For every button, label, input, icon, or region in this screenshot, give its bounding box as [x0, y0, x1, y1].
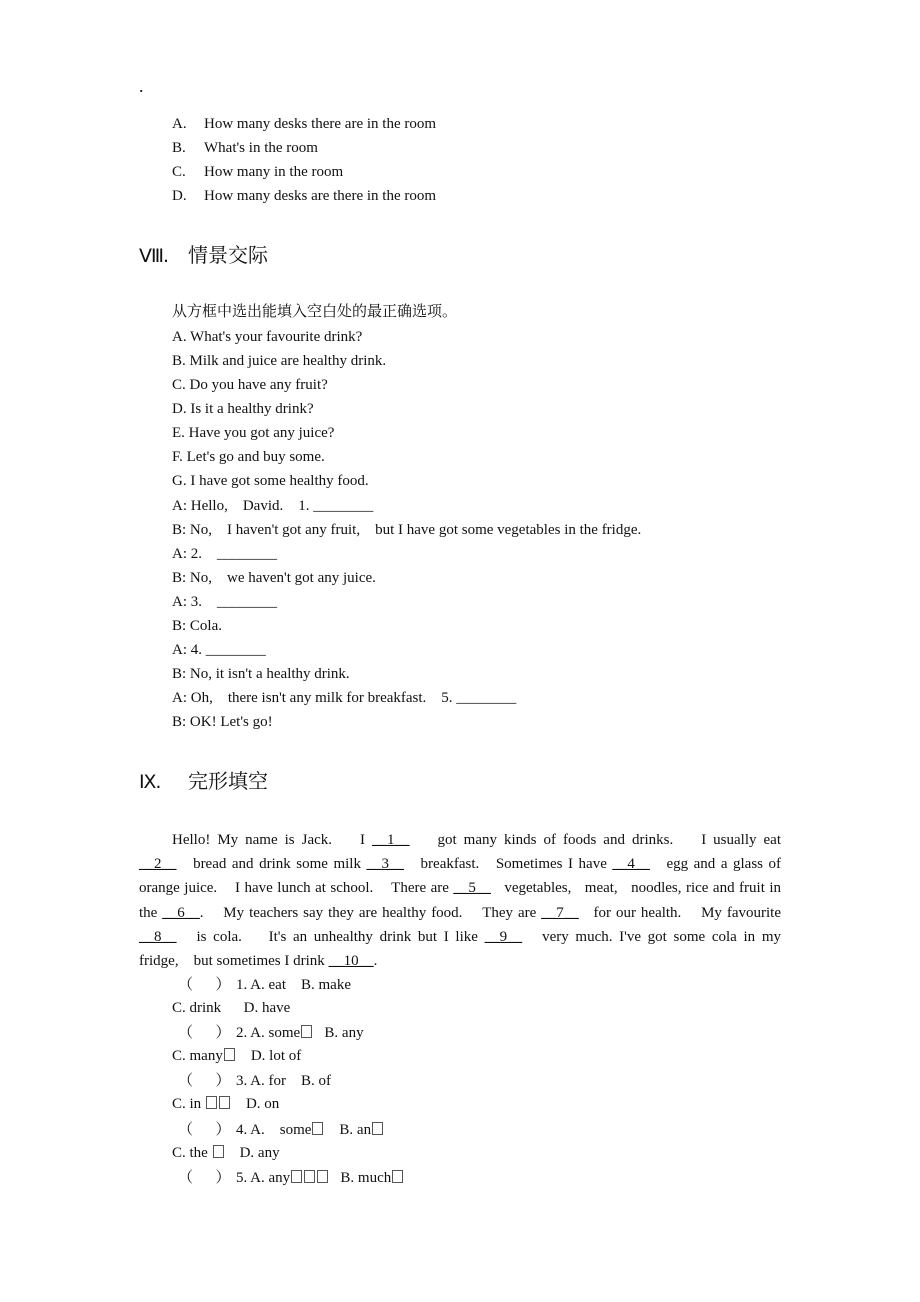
blank-2: __2__ [139, 856, 177, 873]
choice-g: G. I have got some healthy food. [172, 473, 369, 489]
missing-glyph-box [224, 1048, 235, 1061]
missing-glyph-box [219, 1096, 230, 1109]
question-2 [178, 1023, 364, 1043]
blank-5: __5__ [453, 880, 491, 897]
dialogue-line: B: OK! Let's go! [172, 714, 273, 730]
blank-10: __10__ [328, 953, 374, 970]
question-options: 3. A. for B. of [236, 1073, 331, 1089]
choice-f: F. Let's go and buy some. [172, 449, 325, 465]
question-5 [178, 1168, 404, 1188]
option-a [172, 114, 436, 134]
section-8-heading [139, 243, 268, 269]
dialogue-line: A: Hello, David. 1. ________ [172, 498, 374, 514]
passage-text: bread and drink some milk [176, 856, 367, 873]
choice-d: D. Is it a healthy drink? [172, 401, 314, 417]
option-letter: B. [172, 140, 186, 156]
blank-4: __4__ [612, 856, 650, 873]
question-2-cd [172, 1046, 301, 1066]
option-d [172, 186, 436, 206]
blank-3: __3__ [366, 856, 404, 873]
question-options: C. many [172, 1048, 223, 1064]
question-options: C. in [172, 1096, 202, 1112]
missing-glyph-box [213, 1145, 224, 1158]
blank-1: __1__ [372, 832, 410, 848]
option-b [172, 138, 318, 158]
question-options: B. any [313, 1025, 364, 1041]
section-title: 完形填空 [188, 771, 268, 793]
question-options: D. lot of [235, 1048, 302, 1064]
answer-parens: （ ） [178, 1170, 231, 1186]
question-3-cd [172, 1094, 279, 1114]
blank-8: __8__ [139, 928, 177, 945]
choice-a: A. What's your favourite drink? [172, 329, 363, 345]
option-letter: A. [172, 116, 187, 132]
missing-glyph-box [312, 1122, 323, 1135]
missing-glyph-box [372, 1122, 383, 1135]
dialogue-line: B: Cola. [172, 618, 223, 634]
passage-text: got many kinds of foods and drinks. I usually eat [409, 832, 781, 848]
choice-c: C. Do you have any fruit? [172, 377, 328, 393]
section-number: Ⅸ. [139, 771, 161, 793]
choice-b: B. Milk and juice are healthy drink. [172, 353, 387, 369]
missing-glyph-box [317, 1170, 328, 1183]
answer-parens: （ ） [178, 1122, 231, 1138]
missing-glyph-box [291, 1170, 302, 1183]
passage-text: vegetables, meat, noodles, rice and fruit in the [139, 880, 781, 921]
option-c [172, 162, 343, 182]
question-options: D. on [230, 1096, 280, 1112]
question-options: 4. A. some [236, 1122, 312, 1138]
question-4 [178, 1120, 384, 1140]
option-letter: D. [172, 188, 187, 204]
dialogue-line: A: 3. ________ [172, 594, 277, 610]
blank-7: __7__ [541, 904, 579, 921]
passage-text: for our health. My favourite [578, 904, 781, 921]
section-number: Ⅷ. [139, 245, 169, 267]
dialogue-line: A: Oh, there isn't any milk for breakfast. 5. ________ [172, 690, 517, 706]
missing-glyph-box [392, 1170, 403, 1183]
answer-parens: （ ） [178, 977, 231, 993]
passage-text: . [373, 953, 378, 970]
blank-6: __6__ [162, 904, 200, 921]
dialogue-line: A: 2. ________ [172, 546, 277, 562]
answer-parens: （ ） [178, 1073, 231, 1089]
missing-glyph-box [304, 1170, 315, 1183]
missing-glyph-box [301, 1025, 312, 1038]
passage-text: is cola. It's an unhealthy drink but I like [176, 928, 485, 945]
option-text: How many desks there are in the room [204, 116, 437, 132]
passage-text: . My teachers say they are healthy food. They are [199, 904, 542, 921]
question-options: B. much [329, 1170, 392, 1186]
question-options: B. an [324, 1122, 372, 1138]
option-text: How many desks are there in the room [204, 188, 437, 204]
dialogue-line: B: No, we haven't got any juice. [172, 570, 376, 586]
question-options: 1. A. eat B. make [236, 977, 351, 993]
section-8-instruction: 从方框中选出能填入空白处的最正确选项。 [172, 304, 458, 320]
question-3 [178, 1071, 331, 1091]
passage-text: breakfast. Sometimes I have [403, 856, 613, 873]
question-1 [178, 975, 351, 995]
option-text: How many in the room [204, 164, 344, 180]
section-title: 情景交际 [188, 245, 268, 267]
question-options: 5. A. any [236, 1170, 291, 1186]
question-4-cd [172, 1143, 280, 1163]
passage-text: very much. I've got some cola in my fridge, but sometimes I drink [139, 928, 782, 970]
dialogue-line: B: No, I haven't got any fruit, but I have got some vegetables in the fridge. [172, 522, 642, 538]
section-9-heading [139, 769, 268, 795]
passage-text: egg and a glass of orange juice. I have lunch at school. There are [139, 856, 782, 897]
top-marker: . [139, 76, 144, 96]
cloze-passage [139, 828, 781, 973]
question-options: D. any [224, 1145, 280, 1161]
question-options: 2. A. some [236, 1025, 301, 1041]
option-text: What's in the room [204, 140, 318, 156]
dialogue-line: B: No, it isn't a healthy drink. [172, 666, 350, 682]
dialogue-line: A: 4. ________ [172, 642, 266, 658]
blank-9: __9__ [484, 928, 523, 945]
option-letter: C. [172, 164, 186, 180]
question-options: C. the [172, 1145, 208, 1161]
question-1-cd: C. drink D. have [172, 1000, 291, 1016]
choice-e: E. Have you got any juice? [172, 425, 335, 441]
answer-parens: （ ） [178, 1025, 231, 1041]
passage-text: Hello! My name is Jack. I [172, 832, 373, 848]
missing-glyph-box [206, 1096, 217, 1109]
